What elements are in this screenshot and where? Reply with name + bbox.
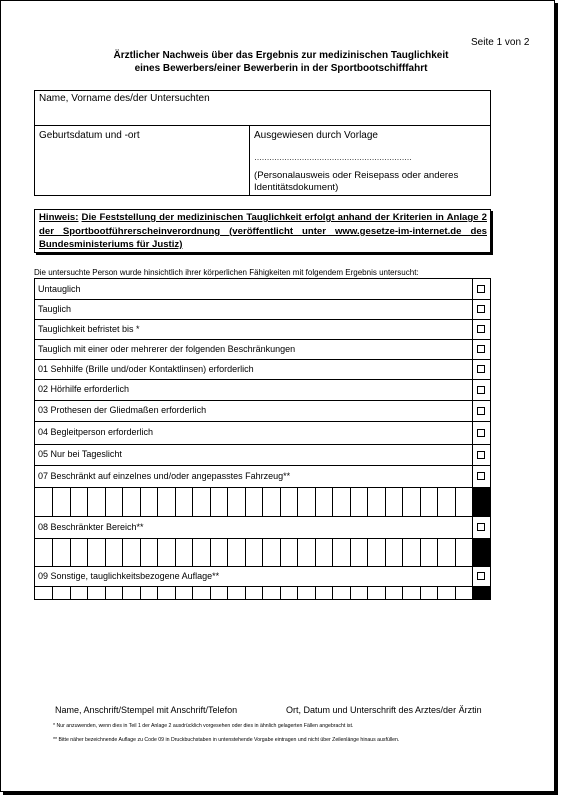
option-checkbox[interactable]: [477, 345, 485, 353]
filled-cell: [472, 538, 490, 566]
text-cell[interactable]: [105, 586, 122, 599]
row-divider: [35, 319, 490, 320]
text-cell[interactable]: [437, 586, 454, 599]
signature-left-label: Name, Anschrift/Stempel mit Anschrift/Telefon: [55, 705, 238, 715]
text-cell[interactable]: [385, 586, 402, 599]
personal-data-table: [34, 90, 491, 196]
option-label: 03 Prothesen der Gliedmaßen erforderlich: [38, 405, 207, 415]
text-cell[interactable]: [52, 586, 69, 599]
option-checkbox[interactable]: [477, 285, 485, 293]
text-cell[interactable]: [385, 538, 402, 566]
text-cell[interactable]: [140, 487, 157, 516]
row-divider: [35, 516, 490, 517]
text-cell[interactable]: [227, 538, 244, 566]
option-checkbox[interactable]: [477, 407, 485, 415]
text-cell[interactable]: [175, 487, 192, 516]
text-cell[interactable]: [420, 586, 437, 599]
option-checkbox[interactable]: [477, 386, 485, 394]
text-cell[interactable]: [455, 538, 472, 566]
text-cell[interactable]: [315, 538, 332, 566]
notice-prefix: Hinweis:: [39, 212, 79, 223]
text-cell[interactable]: [367, 538, 384, 566]
text-cell[interactable]: [105, 487, 122, 516]
option-checkbox[interactable]: [477, 365, 485, 373]
row-divider: [35, 339, 490, 340]
column-divider: [472, 516, 473, 538]
footnote-1: * Nur anzuwenden, wenn dies in Teil 1 der Anlage 2 ausdrücklich vorgesehen oder dies in ähnlich gelagerten Fällen angebracht ist.: [53, 723, 354, 729]
signature-right-label: Ort, Datum und Unterschrift des Arztes/der Ärztin: [286, 705, 482, 715]
id-hint-line-2: Identitätsdokument): [254, 182, 339, 193]
text-cell[interactable]: [280, 538, 297, 566]
text-cell[interactable]: [140, 538, 157, 566]
text-cell[interactable]: [262, 586, 279, 599]
page-number: Seite 1 von 2: [471, 37, 530, 48]
option-label: Tauglich mit einer oder mehrerer der folgenden Beschränkungen: [38, 343, 296, 354]
text-cell[interactable]: [70, 586, 87, 599]
text-cell[interactable]: [297, 538, 314, 566]
option-label: 07 Beschränkt auf einzelnes und/oder angepasstes Fahrzeug**: [38, 470, 291, 481]
row-divider: [35, 379, 490, 380]
text-cell[interactable]: [402, 538, 419, 566]
text-cell[interactable]: [297, 586, 314, 599]
column-divider: [472, 339, 473, 359]
column-divider: [472, 319, 473, 339]
text-cell[interactable]: [315, 487, 332, 516]
text-cell[interactable]: [105, 538, 122, 566]
text-cell[interactable]: [210, 487, 227, 516]
option-label: 08 Beschränkter Bereich**: [38, 521, 144, 532]
column-divider: [472, 444, 473, 465]
option-label: 01 Sehhilfe (Brille und/oder Kontaktlinsen) erforderlich: [38, 363, 254, 374]
notice-box: [34, 209, 491, 253]
text-cell[interactable]: [192, 538, 209, 566]
id-label: Ausgewiesen durch Vorlage: [254, 130, 378, 141]
id-hint-line-1: (Personalausweis oder Reisepass oder anderes: [254, 170, 459, 181]
text-cell[interactable]: [350, 487, 367, 516]
text-cell[interactable]: [175, 586, 192, 599]
text-cell[interactable]: [52, 538, 69, 566]
option-label: Tauglichkeit befristet bis *: [38, 323, 140, 334]
row-divider: [35, 299, 490, 300]
text-cell[interactable]: [87, 586, 104, 599]
text-cell[interactable]: [280, 487, 297, 516]
column-divider: [472, 421, 473, 444]
assessment-table: [34, 278, 491, 600]
option-label: Untauglich: [38, 283, 81, 294]
text-cell[interactable]: [70, 487, 87, 516]
text-cell[interactable]: [385, 487, 402, 516]
filled-cell: [472, 487, 490, 516]
row-divider: [35, 566, 490, 567]
option-label: 05 Nur bei Tageslicht: [38, 449, 122, 459]
id-dotted-line[interactable]: ………………………………………………………: [254, 153, 412, 162]
assessment-intro: Die untersuchte Person wurde hinsichtlich ihrer körperlichen Fähigkeiten mit folgendem Ergebnis untersucht:: [34, 268, 419, 277]
text-cell[interactable]: [437, 538, 454, 566]
text-cell[interactable]: [332, 586, 349, 599]
column-divider: [472, 566, 473, 586]
text-cell[interactable]: [262, 538, 279, 566]
text-cell[interactable]: [35, 538, 52, 566]
option-checkbox[interactable]: [477, 429, 485, 437]
row-divider: [35, 421, 490, 422]
text-cell[interactable]: [192, 487, 209, 516]
text-cell[interactable]: [262, 487, 279, 516]
text-cell[interactable]: [402, 487, 419, 516]
text-cell[interactable]: [455, 586, 472, 599]
row-divider: [35, 465, 490, 466]
option-checkbox[interactable]: [477, 451, 485, 459]
text-cell[interactable]: [367, 487, 384, 516]
text-cell[interactable]: [245, 586, 262, 599]
name-field[interactable]: [35, 91, 490, 126]
notice-text: Die Feststellung der medizinischen Tauglichkeit erfolgt anhand der Kriterien in Anlage 2 der Sportbootführerscheinverordnung (veröffentlicht unter www.gesetze-im-internet.de des Bundesministeriums für Justiz): [39, 212, 487, 250]
text-cell[interactable]: [210, 586, 227, 599]
name-label: Name, Vorname des/der Untersuchten: [39, 93, 210, 104]
text-cell[interactable]: [280, 586, 297, 599]
text-cell[interactable]: [332, 538, 349, 566]
text-cell[interactable]: [122, 538, 139, 566]
text-cell[interactable]: [350, 538, 367, 566]
column-divider: [472, 379, 473, 400]
row-divider: [35, 444, 490, 445]
text-cell[interactable]: [245, 487, 262, 516]
option-checkbox[interactable]: [477, 305, 485, 313]
text-cell[interactable]: [332, 487, 349, 516]
text-cell[interactable]: [245, 538, 262, 566]
filled-cell: [472, 586, 490, 599]
option-label: 09 Sonstige, tauglichkeitsbezogene Auflage**: [38, 570, 220, 581]
text-cell[interactable]: [437, 487, 454, 516]
text-cell[interactable]: [87, 487, 104, 516]
text-cell[interactable]: [420, 487, 437, 516]
column-divider: [249, 126, 250, 195]
text-cell[interactable]: [122, 586, 139, 599]
text-cell[interactable]: [70, 538, 87, 566]
column-divider: [472, 400, 473, 421]
column-divider: [472, 465, 473, 487]
title-line-1: Ärztlicher Nachweis über das Ergebnis zur medizinischen Tauglichkeit: [113, 50, 449, 61]
text-cell[interactable]: [227, 586, 244, 599]
text-cell[interactable]: [35, 586, 52, 599]
option-label: 04 Begleitperson erforderlich: [38, 427, 154, 437]
text-cell[interactable]: [87, 538, 104, 566]
text-cell[interactable]: [420, 538, 437, 566]
text-cell[interactable]: [140, 586, 157, 599]
text-cell[interactable]: [350, 586, 367, 599]
text-cell[interactable]: [122, 487, 139, 516]
text-cell[interactable]: [157, 586, 174, 599]
text-cell[interactable]: [315, 586, 332, 599]
text-cell[interactable]: [367, 586, 384, 599]
text-cell[interactable]: [455, 487, 472, 516]
text-cell[interactable]: [210, 538, 227, 566]
text-cell[interactable]: [192, 586, 209, 599]
option-checkbox[interactable]: [477, 472, 485, 480]
column-divider: [472, 359, 473, 379]
text-cell[interactable]: [227, 487, 244, 516]
column-divider: [472, 279, 473, 299]
footnote-2: ** Bitte näher bezeichnende Auflage zu Code 09 in Druckbuchstaben in untenstehende Vorgabe eintragen und nicht über Zeilenlänge hinaus ausfüllen.: [53, 737, 400, 743]
text-cell[interactable]: [157, 538, 174, 566]
birth-label: Geburtsdatum und -ort: [39, 130, 140, 141]
text-cell[interactable]: [175, 538, 192, 566]
option-checkbox[interactable]: [477, 325, 485, 333]
form-title: [61, 50, 501, 75]
text-cell[interactable]: [35, 487, 52, 516]
text-cell[interactable]: [402, 586, 419, 599]
row-divider: [35, 400, 490, 401]
option-checkbox[interactable]: [477, 572, 485, 580]
text-cell[interactable]: [157, 487, 174, 516]
option-checkbox[interactable]: [477, 523, 485, 531]
option-label: 02 Hörhilfe erforderlich: [38, 384, 130, 394]
option-label: Tauglich: [38, 303, 72, 314]
text-cell[interactable]: [52, 487, 69, 516]
row-divider: [35, 359, 490, 360]
title-line-2: eines Bewerbers/einer Bewerberin in der Sportbootschifffahrt: [134, 62, 428, 74]
column-divider: [472, 299, 473, 319]
text-cell[interactable]: [297, 487, 314, 516]
